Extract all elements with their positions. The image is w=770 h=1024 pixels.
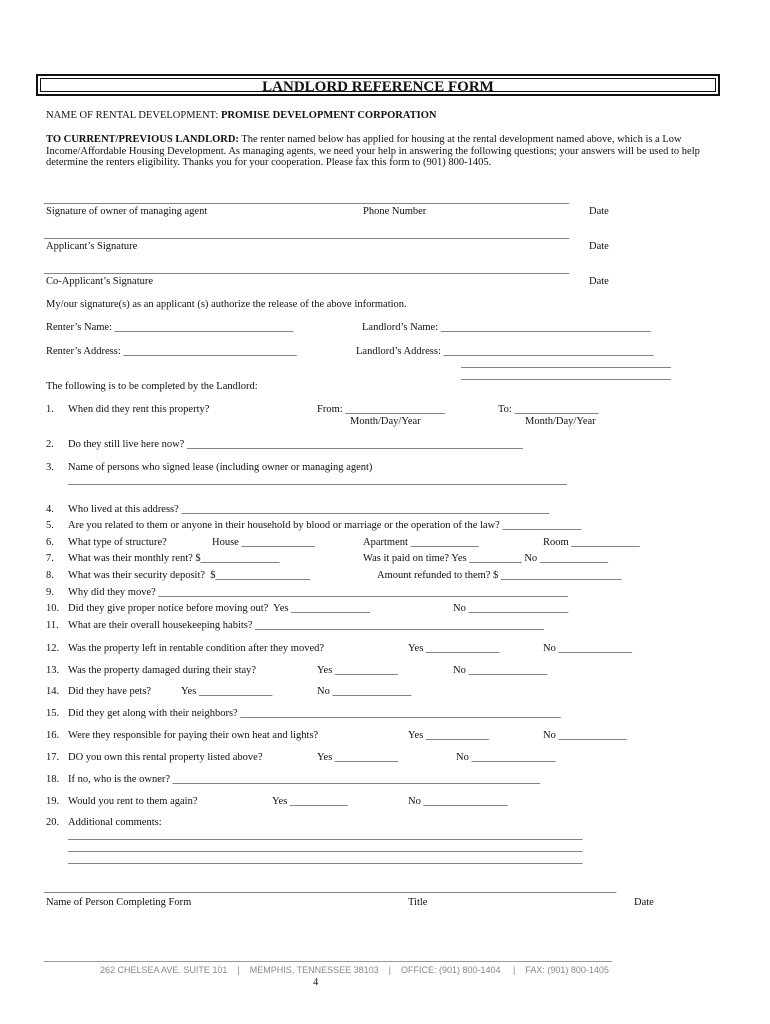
authorize-statement: My/our signature(s) as an applicant (s) authorize the release of the above information.: [46, 299, 407, 310]
coapplicant-signature-label: Co-Applicant’s Signature: [46, 276, 154, 287]
q13-text: Was the property damaged during their stay?: [68, 665, 257, 676]
q7-rent-field[interactable]: What was their monthly rent? $_______________: [68, 553, 280, 564]
owner-signature-line[interactable]: ____________________________________________________________________________________________________: [44, 194, 569, 205]
q8-refund-field[interactable]: Amount refunded to them? $ _______________________: [377, 570, 622, 581]
landlord-address-line-2[interactable]: ________________________________________: [461, 358, 671, 369]
q10-yes-field[interactable]: Did they give proper notice before moving out? Yes _______________: [68, 603, 370, 614]
q13-no-field[interactable]: No _______________: [453, 665, 548, 676]
renter-address-field[interactable]: Renter’s Address: _________________________________: [46, 346, 297, 357]
coapplicant-date-label: Date: [589, 276, 609, 287]
q9-number: 9.: [46, 587, 54, 598]
completer-signature-line[interactable]: _____________________________________________________________________________________________________________: [44, 883, 617, 894]
form-title-box: [36, 74, 720, 96]
q4-number: 4.: [46, 504, 54, 515]
phone-label: Phone Number: [363, 206, 427, 217]
q1-from-format: Month/Day/Year: [350, 416, 421, 427]
q15-field[interactable]: Did they get along with their neighbors? _____________________________________________________________: [68, 708, 561, 719]
q14-number: 14.: [46, 686, 60, 697]
q12-number: 12.: [46, 643, 60, 654]
intro-body: The renter named below has applied for housing at the rental development named above, which is a Low Income/Affordable Housing Development. As managing agents, we need your help in answering the following questions; your answers will be used to help determine the renters eligibility. Thanks you for your cooperation. Please fax this form to (901) 800-1405.: [46, 134, 700, 169]
q2-field[interactable]: Do they still live here now? ________________________________________________________________: [68, 439, 523, 450]
q1-to-format: Month/Day/Year: [525, 416, 596, 427]
q14-yes-field[interactable]: Yes ______________: [181, 686, 273, 697]
q17-text: DO you own this rental property listed above?: [68, 752, 263, 763]
owner-signature-label: Signature of owner of managing agent: [46, 206, 208, 217]
q10-number: 10.: [46, 603, 60, 614]
landlord-section-heading: The following is to be completed by the Landlord:: [46, 381, 258, 392]
intro-lead: TO CURRENT/PREVIOUS LANDLORD:: [46, 134, 239, 145]
q19-text: Would you rent to them again?: [68, 796, 198, 807]
q6-room-field[interactable]: Room _____________: [543, 537, 640, 548]
q19-number: 19.: [46, 796, 60, 807]
q13-yes-field[interactable]: Yes ____________: [317, 665, 398, 676]
applicant-date-label: Date: [589, 241, 609, 252]
q1-from-field[interactable]: From: ___________________: [317, 404, 446, 415]
intro-paragraph: [46, 134, 722, 169]
q8-deposit-field[interactable]: What was their security deposit? $__________________: [68, 570, 311, 581]
q15-number: 15.: [46, 708, 60, 719]
q16-yes-field[interactable]: Yes ____________: [408, 730, 489, 741]
q1-text: When did they rent this property?: [68, 404, 210, 415]
q3-text: Name of persons who signed lease (including owner or managing agent): [68, 462, 373, 473]
landlord-address-line-3[interactable]: ________________________________________: [461, 370, 671, 381]
q9-field[interactable]: Why did they move? ______________________________________________________________________________: [68, 587, 568, 598]
comment-line-3[interactable]: __________________________________________________________________________________________________: [68, 854, 583, 865]
q18-number: 18.: [46, 774, 60, 785]
owner-date-label: Date: [589, 206, 609, 217]
q20-text: Additional comments:: [68, 817, 162, 828]
q2-number: 2.: [46, 439, 54, 450]
q19-no-field[interactable]: No ________________: [408, 796, 508, 807]
footer-divider: [44, 961, 612, 962]
q5-field[interactable]: Are you related to them or anyone in their household by blood or marriage or the operation of the law? _______________: [68, 520, 582, 531]
q14-text: Did they have pets?: [68, 686, 152, 697]
comment-line-2[interactable]: __________________________________________________________________________________________________: [68, 842, 583, 853]
q12-no-field[interactable]: No ______________: [543, 643, 632, 654]
landlord-name-field[interactable]: Landlord’s Name: ________________________________________: [362, 322, 651, 333]
q18-field[interactable]: If no, who is the owner? ______________________________________________________________________: [68, 774, 541, 785]
q16-text: Were they responsible for paying their own heat and lights?: [68, 730, 319, 741]
page-number: 4: [313, 977, 319, 988]
q3-answer-line[interactable]: _______________________________________________________________________________________________: [68, 475, 567, 486]
q7-paid-on-time-field[interactable]: Was it paid on time? Yes __________ No _____________: [363, 553, 609, 564]
q17-number: 17.: [46, 752, 60, 763]
completer-date-label: Date: [634, 897, 654, 908]
q10-no-field[interactable]: No ___________________: [453, 603, 569, 614]
q6-text: What type of structure?: [68, 537, 167, 548]
form-title: LANDLORD REFERENCE FORM: [40, 78, 716, 92]
q13-number: 13.: [46, 665, 60, 676]
rental-development-label: NAME OF RENTAL DEVELOPMENT:: [46, 110, 219, 121]
q7-number: 7.: [46, 553, 54, 564]
footer-address: 262 CHELSEA AVE. SUITE 101 | MEMPHIS, TENNESSEE 38103 | OFFICE: (901) 800-1404 | FAX: (901) 800-1405: [100, 965, 609, 975]
completer-title-label: Title: [408, 897, 428, 908]
applicant-signature-line[interactable]: ____________________________________________________________________________________________________: [44, 229, 569, 240]
q12-text: Was the property left in rentable condition after they moved?: [68, 643, 325, 654]
q14-no-field[interactable]: No _______________: [317, 686, 412, 697]
q11-number: 11.: [46, 620, 59, 631]
q6-number: 6.: [46, 537, 54, 548]
q11-field[interactable]: What are their overall housekeeping habits? _______________________________________________________: [68, 620, 544, 631]
coapplicant-signature-line[interactable]: ____________________________________________________________________________________________________: [44, 264, 569, 275]
applicant-signature-label: Applicant’s Signature: [46, 241, 138, 252]
rental-development: [46, 110, 436, 121]
q5-number: 5.: [46, 520, 54, 531]
comment-line-1[interactable]: __________________________________________________________________________________________________: [68, 830, 583, 841]
q17-yes-field[interactable]: Yes ____________: [317, 752, 398, 763]
completer-name-label: Name of Person Completing Form: [46, 897, 192, 908]
q20-number: 20.: [46, 817, 60, 828]
q17-no-field[interactable]: No ________________: [456, 752, 556, 763]
q12-yes-field[interactable]: Yes ______________: [408, 643, 500, 654]
landlord-address-field[interactable]: Landlord’s Address: ________________________________________: [356, 346, 654, 357]
rental-development-name: PROMISE DEVELOPMENT CORPORATION: [221, 110, 437, 121]
q19-yes-field[interactable]: Yes ___________: [272, 796, 348, 807]
q6-house-field[interactable]: House ______________: [212, 537, 315, 548]
q1-number: 1.: [46, 404, 54, 415]
q8-number: 8.: [46, 570, 54, 581]
q4-field[interactable]: Who lived at this address? ______________________________________________________________________: [68, 504, 549, 515]
q16-number: 16.: [46, 730, 60, 741]
q6-apartment-field[interactable]: Apartment _____________: [363, 537, 479, 548]
q3-number: 3.: [46, 462, 54, 473]
renter-name-field[interactable]: Renter’s Name: __________________________________: [46, 322, 294, 333]
q16-no-field[interactable]: No _____________: [543, 730, 627, 741]
q1-to-field[interactable]: To: ________________: [498, 404, 599, 415]
